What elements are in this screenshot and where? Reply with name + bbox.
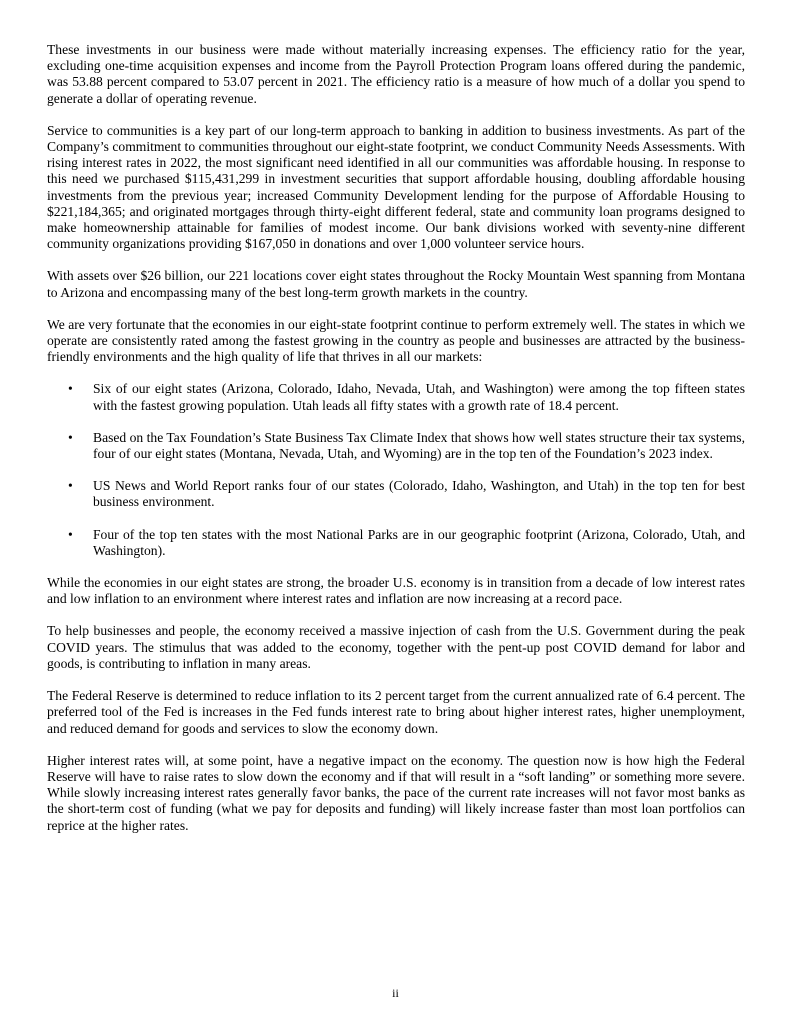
bullet-item-national-parks: [47, 527, 745, 559]
paragraph-community-service: Service to communities is a key part of our long-term approach to banking in addition to business investments. As part of the Company’s commitment to communities throughout our eight-state footprint, we conduct Community Needs Assessments. With rising interest rates in 2022, the most significant need identified in all our communities was affordable housing. In response to this need we purchased $115,431,299 in investment securities that support affordable housing, doubling affordable housing investments from the previous year; increased Community Development lending for the purpose of Affordable Housing to $221,184,365; and originated mortgages through thirty-eight different federal, state and community loan programs designed to make homeownership attainable for families of modest income. Our bank divisions worked with seventy-nine different community organizations providing $167,050 in donations and over 1,000 volunteer service hours.: [47, 122, 745, 252]
bullet-marker: •: [68, 429, 73, 445]
bullet-marker: •: [68, 478, 73, 494]
bullet-item-population-growth: [47, 381, 745, 413]
paragraph-economies-footprint: We are very fortunate that the economies in our eight-state footprint continue to perform extremely well. The states in which we operate are consistently rated among the fastest growing in the country as people and businesses are attracted by the business-friendly environments and the high quality of life that thrives in all our markets:: [47, 316, 745, 365]
bullet-text: Six of our eight states (Arizona, Colorado, Idaho, Nevada, Utah, and Washington) were among the top fifteen states with the fastest growing population. Utah leads all fifty states with a growth rate of 18.4 percent.: [93, 381, 745, 413]
paragraph-assets-locations: With assets over $26 billion, our 221 locations cover eight states throughout the Rocky Mountain West spanning from Montana to Arizona and encompassing many of the best long-term growth markets in the country.: [47, 268, 745, 300]
paragraph-federal-reserve: The Federal Reserve is determined to reduce inflation to its 2 percent target from the current annualized rate of 6.4 percent. The preferred tool of the Fed is increases in the Fed funds interest rate to bring about higher interest rates, higher unemployment, and reduced demand for goods and services to slow the economy down.: [47, 688, 745, 736]
paragraph-us-economy-transition: While the economies in our eight states are strong, the broader U.S. economy is in transition from a decade of low interest rates and low inflation to an environment where interest rates and inflation are now increasing at a record pace.: [47, 575, 745, 607]
bullet-item-business-environment: [47, 478, 745, 510]
bullet-marker: •: [68, 526, 73, 542]
document-page: [47, 42, 745, 850]
bullet-marker: •: [68, 381, 73, 397]
bullet-item-tax-climate: [47, 430, 745, 462]
page-number: ii: [392, 986, 399, 1000]
paragraph-interest-rate-impact: Higher interest rates will, at some point, have a negative impact on the economy. The question now is how high the Federal Reserve will have to raise rates to slow down the economy and if that will result in a “soft landing” or something more severe. While slowly increasing interest rates generally favor banks, the pace of the current rate increases will not favor most banks as the short-term cost of funding (what we pay for deposits and funding) will likely increase faster than most loan portfolios can reprice at the higher rates.: [47, 752, 745, 833]
bullet-text: Four of the top ten states with the most National Parks are in our geographic footprint (Arizona, Colorado, Utah, and Washington).: [93, 526, 745, 558]
bullet-text: Based on the Tax Foundation’s State Business Tax Climate Index that shows how well states structure their tax systems, four of our eight states (Montana, Nevada, Utah, and Wyoming) are in the top ten of the Foundation’s 2023 index.: [93, 429, 745, 462]
paragraph-efficiency-ratio: These investments in our business were made without materially increasing expenses. The efficiency ratio for the year, excluding one-time acquisition expenses and income from the Payroll Protection Program loans offered during the pandemic, was 53.88 percent compared to 53.07 percent in 2021. The efficiency ratio is a measure of how much of a dollar you spend to generate a dollar of operating revenue.: [47, 42, 745, 106]
paragraph-covid-stimulus: To help businesses and people, the economy received a massive injection of cash from the U.S. Government during the peak COVID years. The stimulus that was added to the economy, together with the pent-up post COVID demand for labor and goods, is contributing to inflation in many areas.: [47, 623, 745, 671]
bullet-text: US News and World Report ranks four of our states (Colorado, Idaho, Washington, and Utah) in the top ten for best business environment.: [93, 478, 745, 510]
bullet-list-state-rankings: [47, 381, 745, 559]
